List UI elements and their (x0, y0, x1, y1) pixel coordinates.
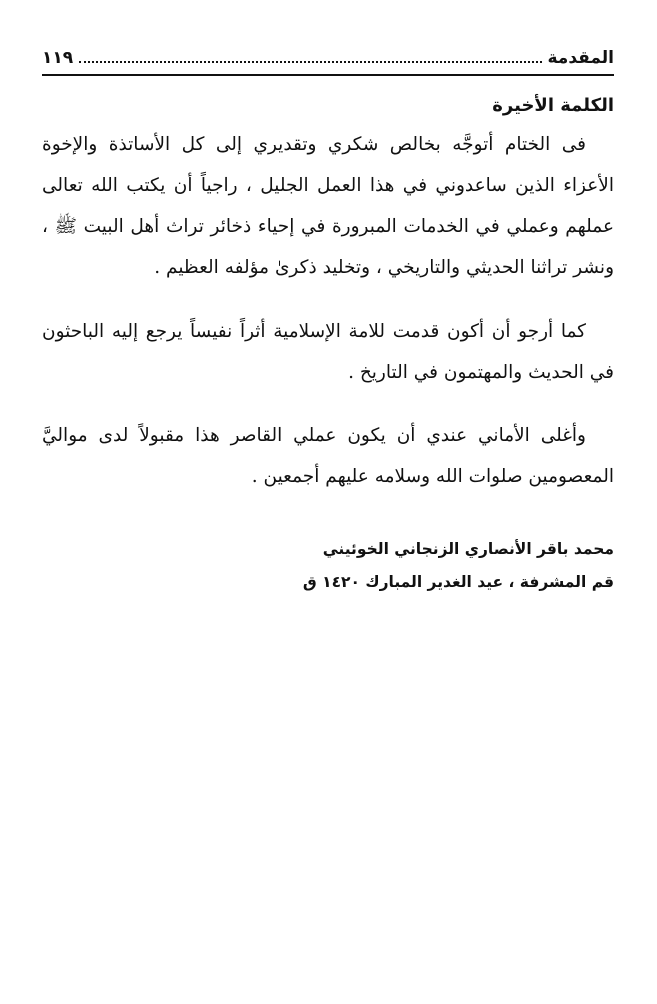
signature-place-date: قم المشرفة ، عيد الغدير المبارك ١٤٢٠ ق (302, 573, 614, 591)
paragraph-spacer (42, 393, 614, 415)
signature-name: محمد باقر الأنصاري الزنجاني الخوئيني (322, 540, 614, 558)
running-head (42, 40, 614, 76)
paragraph-spacer (42, 288, 614, 311)
paragraph-wish: وأغلى الأماني عندي أن يكون عملي القاصر هذا مقبولاً لدى مواليَّ المعصومين صلوات الله وسلامه عليهم أجمعين . (42, 425, 614, 487)
paragraph-thanks: فى الختام أتوجَّه بخالص شكري وتقديري إلى كل الأساتذة والإخوة الأعزاء الذين ساعدوني في هذا العمل الجليل ، راجياً أن يكتب الله تعالى عملهم وعملي في الخدمات المبرورة في إحياء ذخائر تراث أهل البيت ﷺ ، ونشر تراثنا الحديثي والتاريخي ، وتخليد ذكرىٰ مؤلفه العظيم . (42, 134, 614, 278)
main-content (42, 92, 614, 599)
paragraph-hope: كما أرجو أن أكون قدمت للامة الإسلامية أثراً نفيساً يرجع إليه الباحثون في الحديث والمهتمون في التاريخ . (42, 321, 614, 383)
signature-block (42, 533, 614, 599)
section-heading: الكلمة الأخيرة (492, 95, 614, 116)
running-head-leader-dots (79, 61, 541, 63)
page-number: ١١٩ (42, 48, 74, 68)
running-head-title: المقدمة (547, 48, 614, 68)
